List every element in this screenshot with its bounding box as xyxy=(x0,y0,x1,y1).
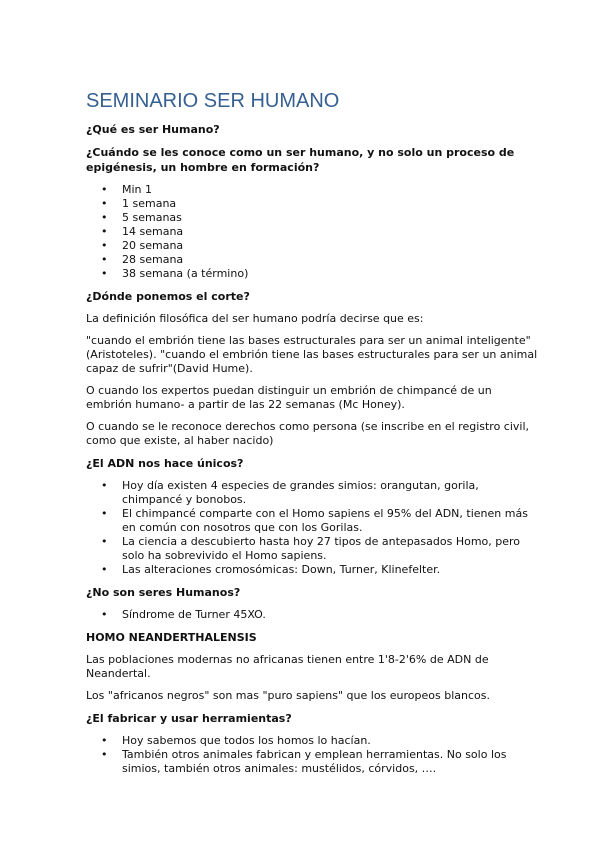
weeks-list xyxy=(86,183,539,281)
paragraph-derechos: O cuando se le reconoce derechos como persona (se inscribe en el registro civil, como que existe, al haber nacido) xyxy=(86,420,530,447)
list-item: • 20 semana xyxy=(86,239,539,253)
list-item: • Las alteraciones cromosómicas: Down, Turner, Klinefelter. xyxy=(86,563,539,577)
heading-homo-neanderthalensis: HOMO NEANDERTHALENSIS xyxy=(86,631,257,644)
list-item: • 38 semana (a término) xyxy=(86,267,539,281)
list-item: • Síndrome de Turner 45XO. xyxy=(86,608,539,622)
heading-herramientas: ¿El fabricar y usar herramientas? xyxy=(86,712,292,725)
list-item: • 1 semana xyxy=(86,197,539,211)
list-item: • 14 semana xyxy=(86,225,539,239)
heading-no-son-seres-humanos: ¿No son seres Humanos? xyxy=(86,586,241,599)
seres-list xyxy=(86,608,539,622)
heading-donde-ponemos-corte: ¿Dónde ponemos el corte? xyxy=(86,290,250,303)
document-title: SEMINARIO SER HUMANO xyxy=(86,90,340,112)
herramientas-list xyxy=(86,734,539,776)
list-item: • Hoy día existen 4 especies de grandes simios: orangutan, gorila, chimpancé y bonobos. xyxy=(86,479,539,507)
list-item: • La ciencia a descubierto hasta hoy 27 tipos de antepasados Homo, pero solo ha sobrevivido el Homo sapiens. xyxy=(86,535,539,563)
list-item: • Hoy sabemos que todos los homos lo hacían. xyxy=(86,734,539,748)
paragraph-poblaciones: Las poblaciones modernas no africanas tienen entre 1'8-2'6% de ADN de Neandertal. xyxy=(86,653,489,680)
paragraph-africanos: Los "africanos negros" son mas "puro sapiens" que los europeos blancos. xyxy=(86,689,490,702)
list-item: • Min 1 xyxy=(86,183,539,197)
adn-list xyxy=(86,479,539,577)
paragraph-definicion: La definición filosófica del ser humano podría decirse que es: xyxy=(86,312,424,325)
paragraph-citas: "cuando el embrión tiene las bases estructurales para ser un animal inteligente" (Aristoteles). "cuando el embrión tiene las bases estructurales para ser un animal capaz de sufrir"(David Hume). xyxy=(86,334,538,375)
heading-adn: ¿El ADN nos hace únicos? xyxy=(86,457,244,470)
list-item: • También otros animales fabrican y emplean herramientas. No solo los simios, también otros animales: mustélidos, córvidos, …. xyxy=(86,748,539,776)
list-item: • El chimpancé comparte con el Homo sapiens el 95% del ADN, tienen más en común con nosotros que con los Gorilas. xyxy=(86,507,539,535)
heading-que-es-ser-humano: ¿Qué es ser Humano? xyxy=(86,123,220,136)
paragraph-expertos: O cuando los expertos puedan distinguir un embrión de chimpancé de un embrión humano- a partir de las 22 semanas (Mc Honey). xyxy=(86,384,492,411)
list-item: • 28 semana xyxy=(86,253,539,267)
heading-cuando-se-conoce: ¿Cuándo se les conoce como un ser humano, y no solo un proceso de epigénesis, un hombre en formación? xyxy=(86,146,515,174)
list-item: • 5 semanas xyxy=(86,211,539,225)
